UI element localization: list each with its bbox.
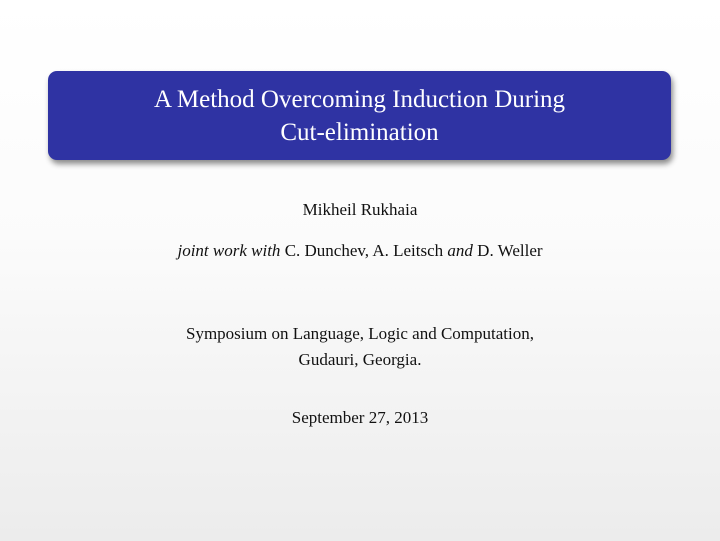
author-name: Mikheil Rukhaia: [302, 200, 418, 219]
venue-line-2: Gudauri, Georgia.: [298, 350, 422, 369]
slide-title: [100, 83, 620, 149]
title-box: [48, 71, 671, 160]
collaboration-line: [0, 240, 720, 262]
collab-conjunction: and: [447, 241, 473, 260]
title-line-2: Cut-elimination: [280, 118, 439, 146]
collab-prefix: joint work with: [177, 241, 281, 260]
collab-names-1: C. Dunchev, A. Leitsch: [284, 241, 444, 260]
presentation-date: September 27, 2013: [291, 408, 429, 427]
collab-names-2: D. Weller: [477, 241, 543, 260]
title-line-1: A Method Overcoming Induction During: [153, 85, 566, 113]
venue-line-1: Symposium on Language, Logic and Computation,: [186, 324, 534, 343]
